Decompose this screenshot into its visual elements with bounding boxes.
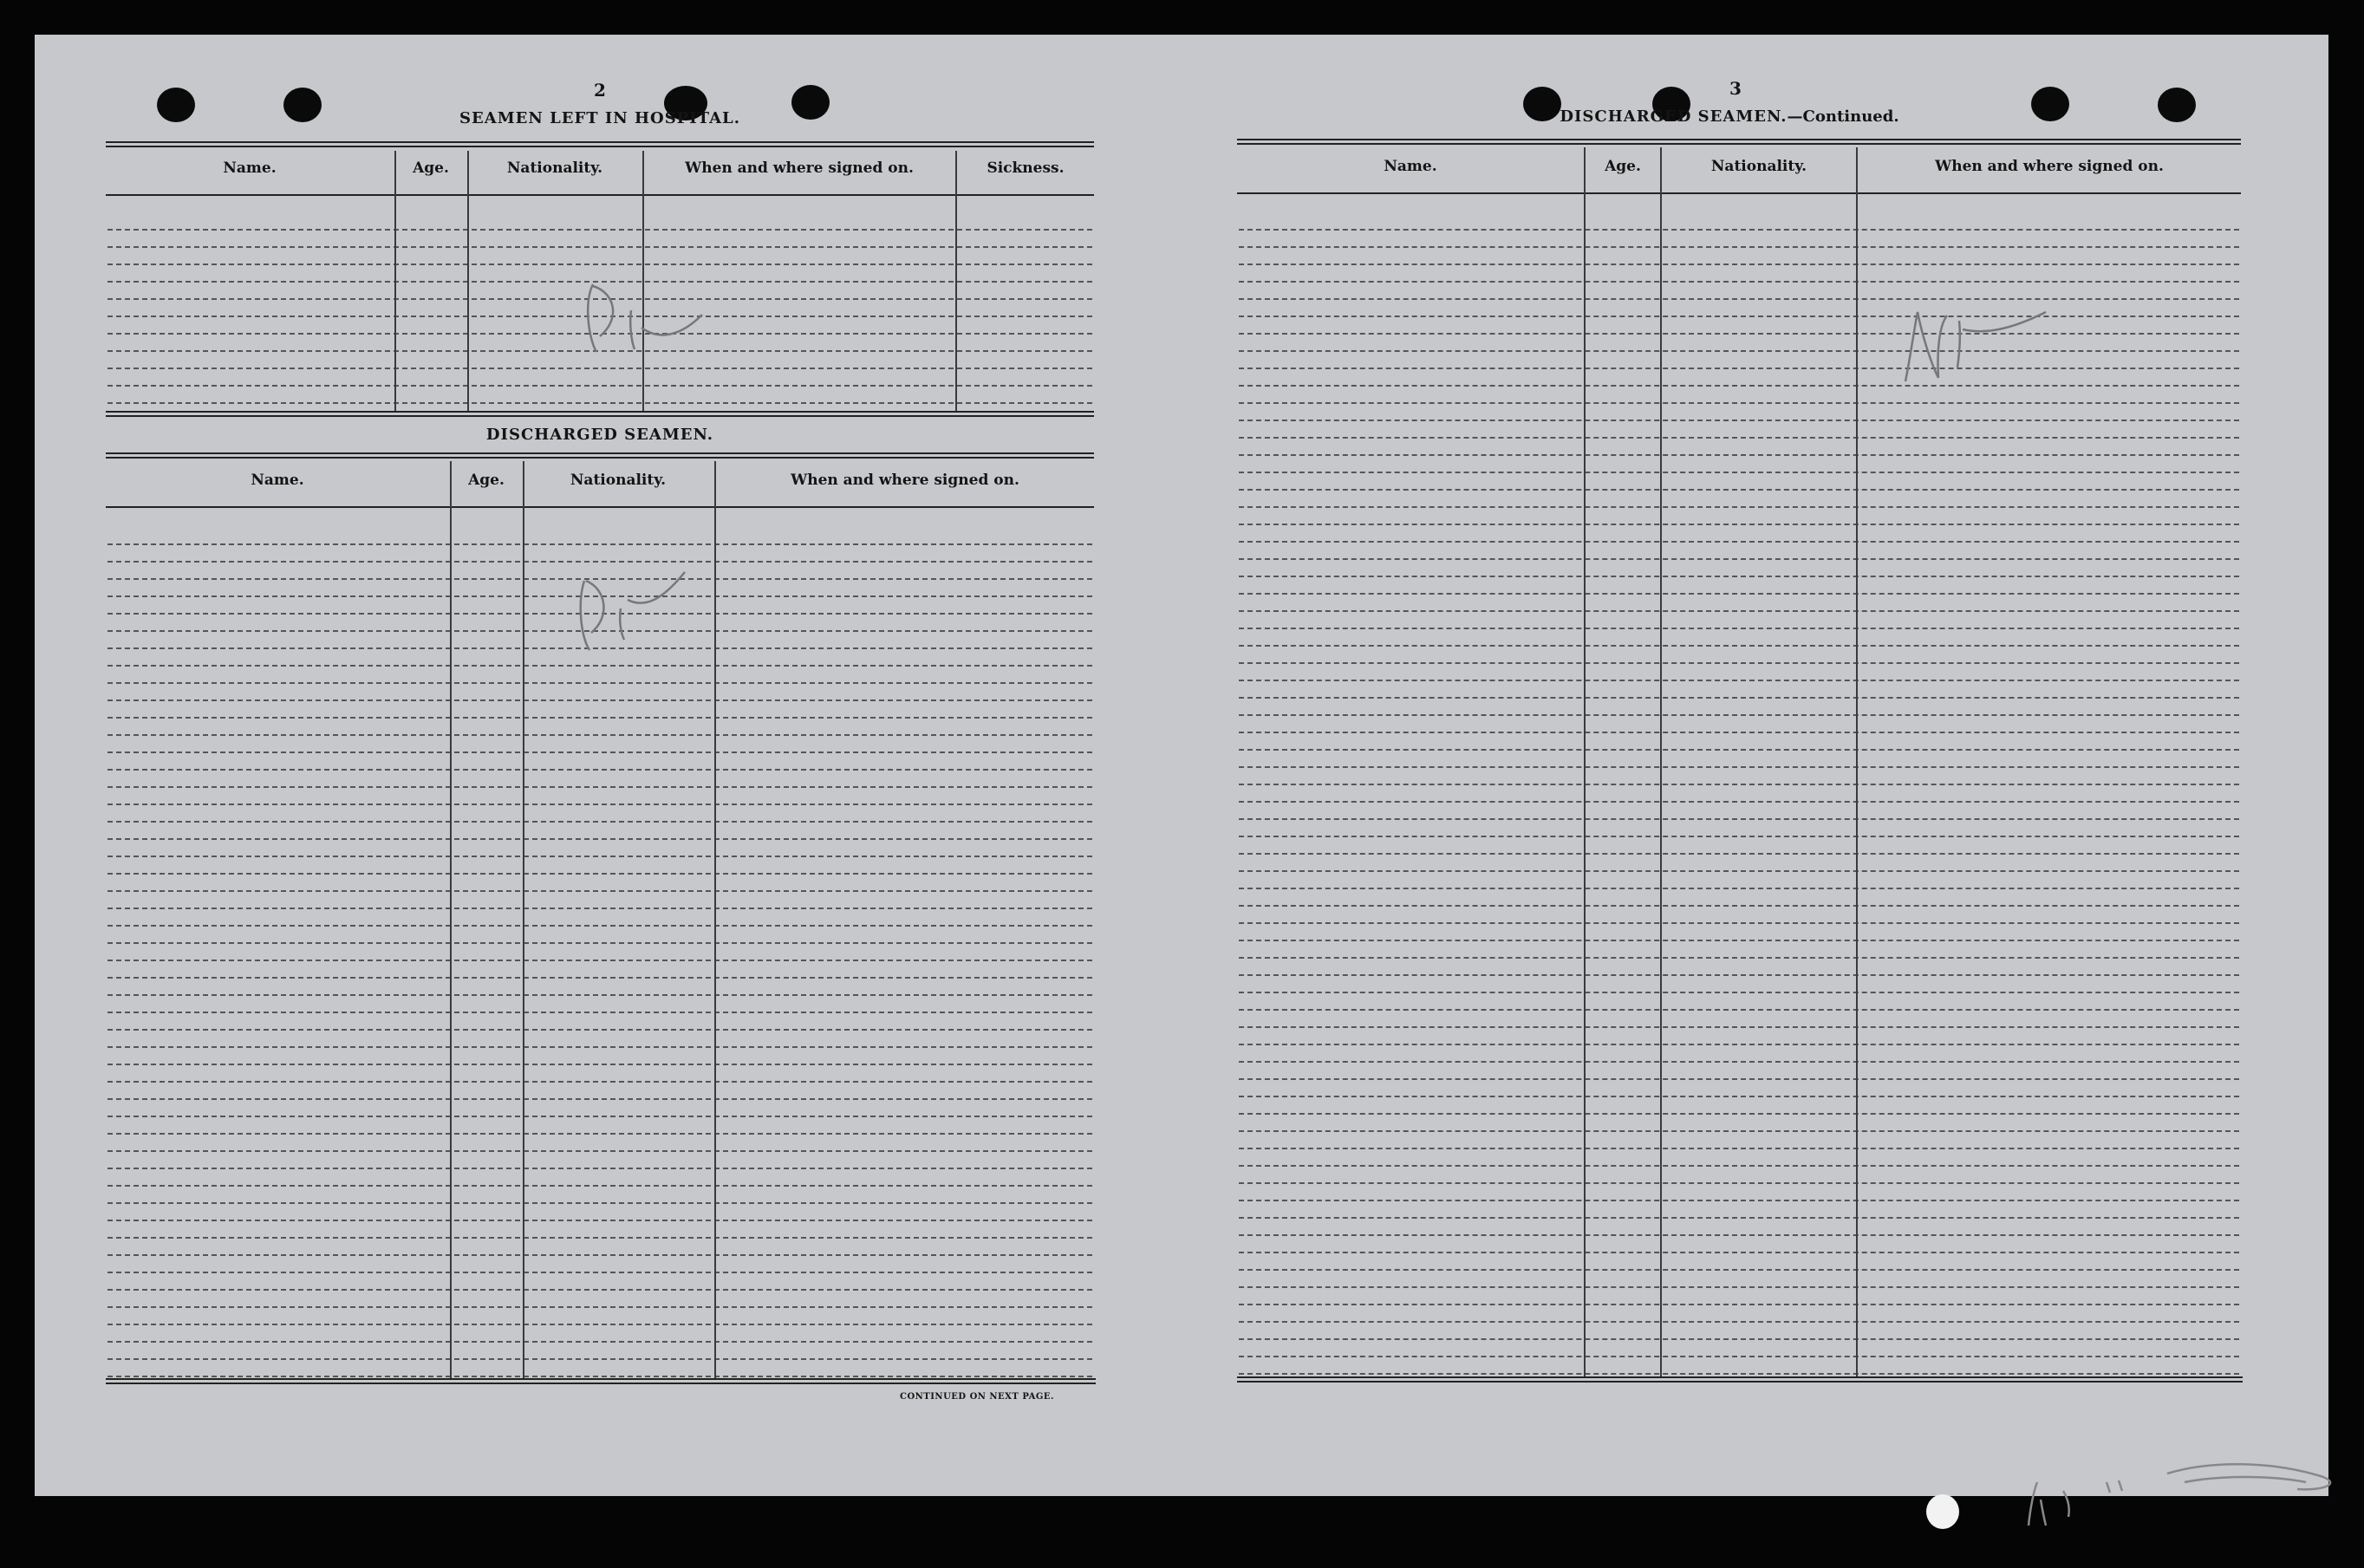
right-row-line — [1239, 1026, 2239, 1028]
punch-hole — [2031, 87, 2069, 121]
discharged-row-line — [107, 543, 1092, 545]
discharged-row-line — [107, 1341, 1092, 1343]
hospital-col-nationality: Nationality. — [506, 159, 603, 177]
discharged-row-line — [107, 1098, 1092, 1100]
discharged-row-line — [107, 1306, 1092, 1308]
discharged-row-line — [107, 1358, 1092, 1360]
right-row-line — [1239, 350, 2239, 352]
right-row-line — [1239, 576, 2239, 577]
right-row-line — [1239, 368, 2239, 369]
paper-blot — [1926, 1494, 1959, 1529]
right-row-line — [1239, 940, 2239, 941]
pencil-mark — [581, 276, 720, 362]
right-row-line — [1239, 732, 2239, 733]
right-divider — [1856, 147, 1858, 1376]
discharged-row-line — [107, 1081, 1092, 1083]
discharged-row-line — [107, 751, 1092, 753]
discharged-row-line — [107, 1046, 1092, 1048]
right-row-line — [1239, 524, 2239, 525]
right-row-line — [1239, 1113, 2239, 1115]
right-row-line — [1239, 645, 2239, 647]
discharged-row-line — [107, 1254, 1092, 1256]
right-row-line — [1239, 714, 2239, 716]
discharged-row-line — [107, 1116, 1092, 1117]
right-row-line — [1239, 1148, 2239, 1149]
discharged-row-line — [107, 1012, 1092, 1013]
discharged-row-line — [107, 769, 1092, 771]
right-row-line — [1239, 922, 2239, 924]
right-row-line — [1239, 853, 2239, 855]
discharged-row-line — [107, 1029, 1092, 1031]
discharged-bottom-rule — [106, 1378, 1096, 1384]
right-row-line — [1239, 818, 2239, 820]
discharged-divider — [523, 461, 524, 1380]
hospital-row-line — [107, 229, 1092, 231]
right-row-line — [1239, 506, 2239, 508]
discharged-row-line — [107, 561, 1092, 563]
discharged-row-line — [107, 925, 1092, 927]
discharged-row-line — [107, 786, 1092, 788]
right-row-line — [1239, 1009, 2239, 1011]
discharged-col-nationality: Nationality. — [570, 472, 667, 489]
right-row-line — [1239, 784, 2239, 785]
right-row-line — [1239, 801, 2239, 803]
right-row-line — [1239, 1356, 2239, 1357]
discharged-row-line — [107, 804, 1092, 805]
hospital-col-name: Name. — [223, 159, 277, 177]
right-row-line — [1239, 610, 2239, 612]
discharged-row-line — [107, 682, 1092, 684]
right-row-line — [1239, 1269, 2239, 1271]
discharged-row-line — [107, 1289, 1092, 1291]
right-row-line — [1239, 888, 2239, 889]
discharged-row-line — [107, 994, 1092, 996]
discharged-col-age: Age. — [468, 472, 505, 489]
discharged-row-line — [107, 1185, 1092, 1187]
right-row-line — [1239, 662, 2239, 664]
continued-suffix: —Continued. — [1787, 107, 1899, 126]
discharged-row-line — [107, 1202, 1092, 1204]
hospital-divider — [955, 151, 957, 411]
discharged-row-line — [107, 1272, 1092, 1273]
discharged-row-line — [107, 1237, 1092, 1239]
discharged-row-line — [107, 977, 1092, 979]
right-row-line — [1239, 1304, 2239, 1305]
right-top-rule — [1237, 139, 2241, 145]
right-row-line — [1239, 229, 2239, 231]
discharged-row-line — [107, 1220, 1092, 1221]
right-row-line — [1239, 541, 2239, 543]
right-row-line — [1239, 680, 2239, 681]
hospital-bottom-rule — [106, 411, 1094, 417]
right-row-line — [1239, 1096, 2239, 1097]
continued-footnote: CONTINUED ON NEXT PAGE. — [900, 1392, 1055, 1402]
discharged-continued-title — [1560, 107, 1898, 126]
hospital-row-line — [107, 264, 1092, 265]
hospital-divider — [467, 151, 469, 411]
discharged-row-line — [107, 908, 1092, 909]
right-row-line — [1239, 697, 2239, 699]
pencil-mark — [1898, 295, 2055, 390]
right-row-line — [1239, 246, 2239, 248]
discharged-divider — [714, 461, 716, 1380]
right-divider — [1584, 147, 1586, 1376]
pencil-mark — [572, 563, 702, 659]
punch-hole — [2158, 88, 2196, 122]
right-row-line — [1239, 558, 2239, 560]
discharged-header-rule — [106, 506, 1094, 508]
hospital-col-age: Age. — [413, 159, 449, 177]
right-row-line — [1239, 766, 2239, 768]
punch-hole — [283, 88, 322, 122]
right-col-signed-on: When and where signed on. — [1935, 158, 2164, 175]
hospital-col-sickness: Sickness. — [987, 159, 1065, 177]
right-row-line — [1239, 1338, 2239, 1340]
right-row-line — [1239, 1130, 2239, 1132]
right-row-line — [1239, 1182, 2239, 1184]
right-bottom-rule — [1237, 1376, 2243, 1383]
right-row-line — [1239, 472, 2239, 473]
right-divider — [1660, 147, 1662, 1376]
right-row-line — [1239, 749, 2239, 751]
discharged-row-line — [107, 734, 1092, 736]
discharged-row-line — [107, 1324, 1092, 1325]
right-row-line — [1239, 385, 2239, 387]
right-col-nationality: Nationality. — [1710, 158, 1807, 175]
right-row-line — [1239, 333, 2239, 335]
page-number-right: 3 — [1729, 78, 1742, 99]
right-row-line — [1239, 489, 2239, 491]
discharged-section-title: DISCHARGED SEAMEN. — [485, 426, 714, 444]
right-row-line — [1239, 316, 2239, 317]
right-col-name: Name. — [1384, 158, 1437, 175]
right-row-line — [1239, 1321, 2239, 1323]
hospital-row-line — [107, 402, 1092, 404]
hospital-row-line — [107, 385, 1092, 387]
hospital-section-title: SEAMEN LEFT IN HOSPITAL. — [459, 109, 740, 127]
right-row-line — [1239, 1373, 2239, 1375]
hospital-header-rule — [106, 194, 1094, 196]
hospital-divider — [394, 151, 396, 411]
right-row-line — [1239, 593, 2239, 595]
right-row-line — [1239, 974, 2239, 976]
discharged-row-line — [107, 1168, 1092, 1169]
discharged-row-line — [107, 1150, 1092, 1152]
discharged-row-line — [107, 821, 1092, 823]
discharged-row-line — [107, 717, 1092, 719]
discharged-col-name: Name. — [251, 472, 304, 489]
right-row-line — [1239, 628, 2239, 629]
hospital-row-line — [107, 246, 1092, 248]
discharged-row-line — [107, 890, 1092, 892]
discharged-row-line — [107, 856, 1092, 857]
hospital-col-signed-on: When and where signed on. — [685, 159, 914, 177]
discharged-row-line — [107, 1064, 1092, 1065]
right-row-line — [1239, 1061, 2239, 1063]
discharged-col-signed-on: When and where signed on. — [791, 472, 1019, 489]
right-row-line — [1239, 420, 2239, 421]
punch-hole — [791, 85, 830, 120]
right-row-line — [1239, 1200, 2239, 1201]
right-row-line — [1239, 281, 2239, 283]
punch-hole — [1523, 87, 1561, 121]
discharged-row-line — [107, 960, 1092, 961]
discharged-row-line — [107, 838, 1092, 840]
right-row-line — [1239, 905, 2239, 907]
right-row-line — [1239, 1078, 2239, 1080]
right-row-line — [1239, 1044, 2239, 1045]
discharged-row-line — [107, 699, 1092, 701]
discharged-row-line — [107, 1133, 1092, 1135]
right-row-line — [1239, 1252, 2239, 1253]
discharged-row-line — [107, 665, 1092, 667]
right-row-line — [1239, 298, 2239, 300]
discharged-row-line — [107, 1376, 1092, 1377]
right-row-line — [1239, 870, 2239, 872]
right-header-rule — [1237, 192, 2241, 194]
right-row-line — [1239, 454, 2239, 456]
right-row-line — [1239, 1234, 2239, 1236]
right-row-line — [1239, 437, 2239, 439]
corner-scribble — [2011, 1456, 2341, 1534]
hospital-row-line — [107, 368, 1092, 369]
right-row-line — [1239, 836, 2239, 837]
right-row-line — [1239, 957, 2239, 959]
discharged-row-line — [107, 873, 1092, 875]
discharged-row-line — [107, 942, 1092, 944]
right-row-line — [1239, 1286, 2239, 1288]
document-sheet — [35, 35, 2328, 1496]
hospital-top-rule — [106, 141, 1094, 147]
right-row-line — [1239, 402, 2239, 404]
punch-hole — [157, 88, 195, 122]
right-row-line — [1239, 992, 2239, 993]
discharged-top-rule — [106, 452, 1094, 459]
right-row-line — [1239, 264, 2239, 265]
page-number-left: 2 — [594, 80, 606, 101]
discharged-continued-title-text: DISCHARGED SEAMEN. — [1560, 107, 1788, 126]
right-row-line — [1239, 1217, 2239, 1219]
right-row-line — [1239, 1165, 2239, 1167]
right-col-age: Age. — [1605, 158, 1641, 175]
discharged-divider — [450, 461, 452, 1380]
